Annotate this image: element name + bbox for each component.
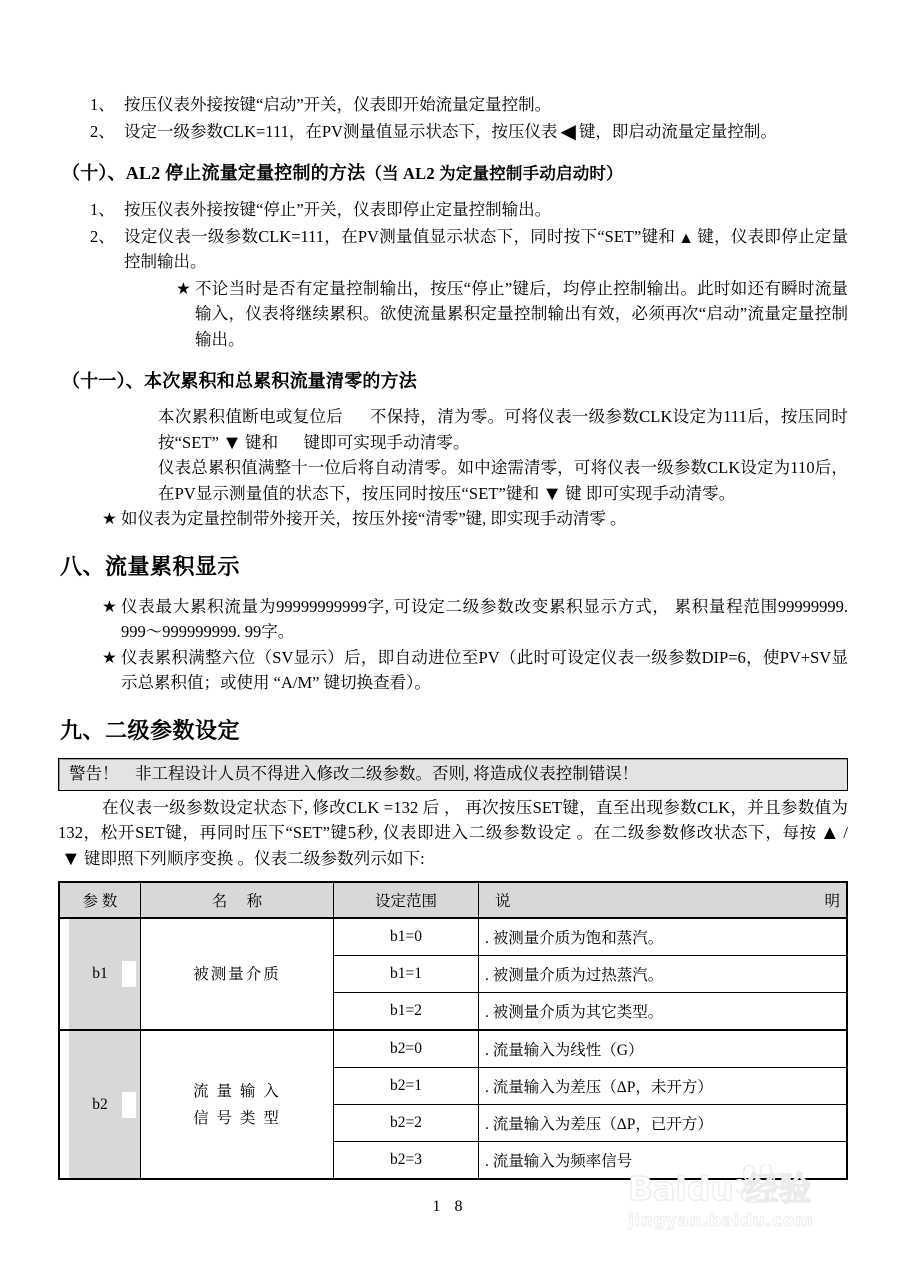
column-header-description-right: 明 — [824, 893, 840, 910]
list-item-number: 1、 — [90, 95, 115, 114]
level2-entry-text-a: 在仪表一级参数设定状态下, 修改CLK =132 后 ， 再次按压SET键，直至出现参数CLK，并且参数值为132，松开SET键，再同时压下“SET”键5秒, 仪表即进入二级参数设定 。在二级参数修改状态下，每按 — [58, 797, 848, 842]
table-body — [59, 918, 847, 1179]
list-item-text-before: 设定一级参数CLK=111，在PV测量值显示状态下，按压仪表 — [124, 121, 558, 141]
cell-description: . 被测量介质为过热蒸汽。 — [479, 956, 848, 993]
bullet-item-text: 仪表最大累积流量为99999999999字, 可设定二级参数改变累积显示方式， 累积量程范围99999999. 999～999999999. 99字。 — [121, 596, 848, 641]
list-item-number: 2、 — [90, 121, 115, 141]
cell-name-b1: 被测量介质 — [141, 918, 334, 1030]
list-item-text: 按压仪表外接按键“停止”开关，仪表即停止定量控制输出。 — [124, 200, 552, 219]
up-arrow-key-icon: ▲ — [678, 229, 695, 247]
level2-parameter-table — [58, 881, 848, 1180]
list-item-text — [124, 119, 848, 145]
column-header-range: 设定范围 — [334, 882, 479, 918]
list-item-number: 2、 — [90, 226, 115, 246]
paragraph-clear-accum-1 — [58, 404, 848, 455]
star-icon: ★ — [102, 647, 117, 667]
table-row — [59, 1030, 847, 1068]
watermark-sub-text: jingyan.baidu.com — [628, 1211, 814, 1231]
subsection-heading-eleven: （十一）、本次累积和总累积流量清零的方法 — [62, 371, 417, 391]
bullet-item-text: 仪表累积满整六位（SV显示）后，即自动进位至PV（此时可设定仪表一级参数DIP=6，使PV+SV显示总累积值；或使用 “A/M” 键切换查看）。 — [121, 647, 848, 692]
subsection-heading-ten-tail: （当 AL2 为定量控制手动启动时） — [365, 164, 623, 183]
list-item — [58, 92, 848, 118]
subsection-heading-ten-main: （十）、AL2 停止流量定量控制的方法 — [62, 163, 366, 183]
clear-accum2-text-b: 键 即可实现手动清零。 — [565, 483, 736, 503]
list-item-text-after: 键，即启动流量定量控制。 — [578, 121, 777, 141]
cell-description: . 被测量介质为其它类型。 — [479, 993, 848, 1031]
bullet-item — [58, 594, 848, 645]
star-icon: ★ — [102, 509, 117, 528]
column-header-description — [479, 882, 848, 918]
page-content — [58, 92, 848, 1180]
cell-description: . 流量输入为线性（G） — [479, 1030, 848, 1068]
section-heading-8: 八、流量累积显示 — [60, 554, 241, 580]
cell-range: b2=0 — [334, 1030, 479, 1068]
cell-description: . 被测量介质为饱和蒸汽。 — [479, 918, 848, 956]
down-arrow-key-icon: ▼ — [542, 482, 563, 505]
column-header-name: 名 称 — [141, 882, 334, 918]
down-arrow-key-icon: ▼ — [222, 431, 242, 454]
table-header-row — [59, 882, 847, 918]
clear-accum-text-a: 本次累积值断电或复位后 — [158, 407, 344, 426]
column-header-parameter: 参 数 — [59, 882, 141, 918]
cell-description: . 流量输入为频率信号 — [479, 1142, 848, 1180]
star-icon: ★ — [102, 596, 117, 616]
cell-description: . 流量输入为差压（ΔP，未开方） — [479, 1068, 848, 1105]
list-item — [58, 224, 848, 275]
cell-name-b2-line1: 流 量 输 入 — [193, 1082, 281, 1100]
list-item — [58, 197, 848, 223]
list-item-text-after: 键，仪表即停止定量控制输出。 — [124, 226, 849, 271]
watermark-main-text: Baidu 经验 — [628, 1169, 812, 1208]
list-item — [58, 119, 848, 145]
table-header — [59, 882, 847, 918]
subsection-heading-ten — [58, 158, 848, 189]
cell-range: b1=2 — [334, 993, 479, 1031]
star-icon: ★ — [176, 278, 191, 298]
cell-name-b2 — [141, 1030, 334, 1179]
bullet-item — [58, 645, 848, 696]
list-item-text-before: 设定仪表一级参数CLK=111，在PV测量值显示状态下，同时按下“SET”键和 — [124, 226, 676, 246]
level2-entry-text-b: 键即照下列顺序变换 。仪表二级参数列示如下: — [83, 848, 425, 868]
clear-accum-text-d: 键即可实现手动清零。 — [303, 432, 470, 452]
cell-range: b2=3 — [334, 1142, 479, 1180]
cell-range: b1=0 — [334, 918, 479, 956]
level2-entry-slash: / — [843, 823, 848, 842]
cell-name-b2-line2: 信 号 类 型 — [193, 1109, 281, 1127]
cell-range: b2=2 — [334, 1105, 479, 1142]
warning-banner: 警告！ 非工程设计人员不得进入修改二级参数。否则, 将造成仪表控制错误！ — [58, 758, 848, 791]
section-heading-9: 九、二级参数设定 — [60, 718, 241, 744]
clear-accum2-text-a: 仪表总累积值满整十一位后将自动清零。如中途需清零，可将仪表一级参数CLK设定为110后，在PV显示测量值的状态下，按压同时按压“SET”键和 — [158, 458, 848, 503]
cell-parameter-b2: b2 — [59, 1030, 141, 1179]
list-item-number: 1、 — [90, 200, 115, 219]
list-item-text — [124, 224, 848, 275]
cell-parameter-b1: b1 — [59, 918, 141, 1030]
table-row — [59, 918, 847, 956]
paragraph-level2-entry — [58, 795, 848, 872]
note-bullet — [58, 276, 848, 353]
paragraph-clear-accum-2 — [58, 455, 848, 506]
clear-accum-text-b: 不保持，清为零。可将仪表一级参数CLK设定为111后，按压同时按“SET” — [158, 407, 848, 452]
cell-description: . 流量输入为差压（ΔP，已开方） — [479, 1105, 848, 1142]
list-item-text: 按压仪表外接按键“启动”开关，仪表即开始流量定量控制。 — [124, 95, 552, 114]
up-arrow-key-icon: ▲ — [819, 822, 841, 844]
left-arrow-key-icon: ◀ — [560, 120, 576, 143]
note-bullet — [58, 506, 848, 532]
page-number: 1 8 — [432, 1198, 468, 1215]
down-arrow-key-icon: ▼ — [61, 847, 81, 870]
cell-range: b2=1 — [334, 1068, 479, 1105]
cell-range: b1=1 — [334, 956, 479, 993]
column-header-description-left: 说 — [495, 893, 511, 910]
clear-accum-text-c: 键和 — [245, 432, 279, 452]
note-bullet-text: 如仪表为定量控制带外接开关，按压外接“清零”键, 即实现手动清零 。 — [121, 509, 627, 528]
note-bullet-text: 不论当时是否有定量控制输出，按压“停止”键后，均停止控制输出。此时如还有瞬时流量输入，仪表将继续累积。欲使流量累积定量控制输出有效，必须再次“启动”流量定量控制输出。 — [195, 278, 848, 349]
